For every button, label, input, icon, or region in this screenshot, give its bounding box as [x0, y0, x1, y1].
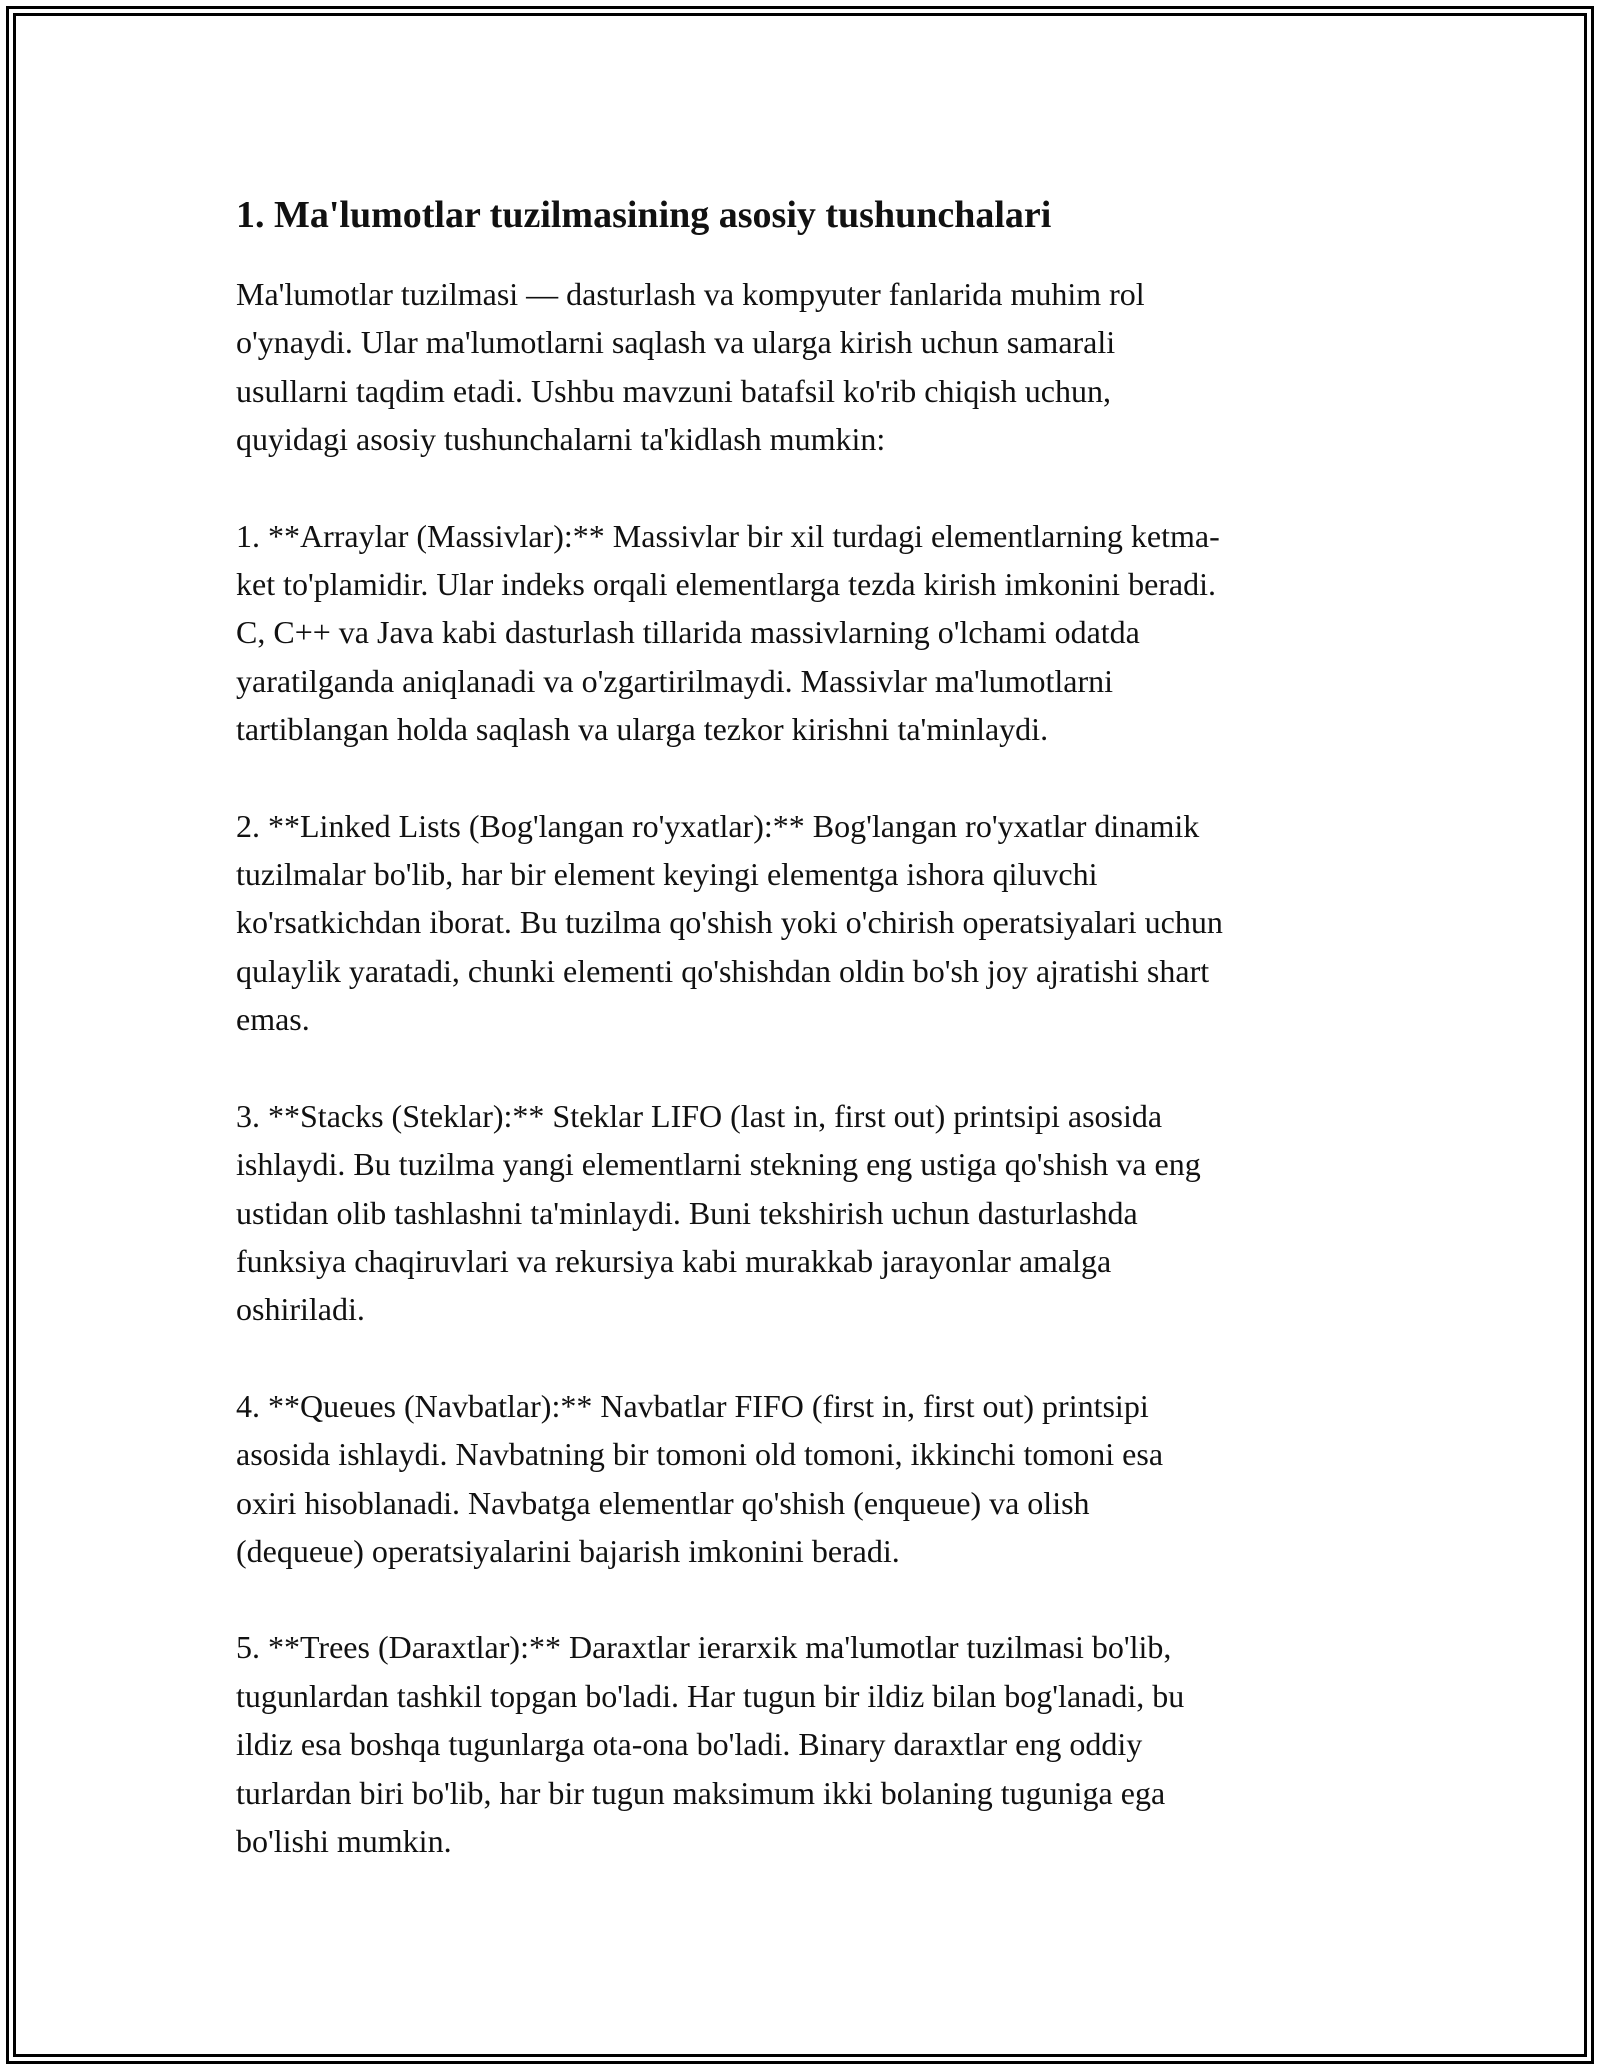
list-item-queues: 4. **Queues (Navbatlar):** Navbatlar FIFO (first in, first out) printsipi asosida ishlaydi. Navbatning bir tomoni old tomoni, ikkinchi tomoni esa oxiri hisoblanadi. Navbatga elementlar qo'shish (enqueue) va olish (dequeue) operatsiyalarini bajarish imkonini beradi. [236, 1387, 1164, 1569]
intro-paragraph: Ma'lumotlar tuzilmasi — dasturlash va kompyuter fanlarida muhim rol o'ynaydi. Ular ma'lumotlarni saqlash va ularga kirish uchun samarali usullarni taqdim etadi. Ushbu mavzuni batafsil ko'rib chiqish uchun, quyidagi asosiy tushunchalarni ta'kidlash mumkin: [236, 276, 1145, 458]
list-item-linked-lists: 2. **Linked Lists (Bog'langan ro'yxatlar):** Bog'langan ro'yxatlar dinamik tuzilmalar bo'lib, har bir element keyingi elementga ishora qiluvchi ko'rsatkichdan iborat. Bu tuzilma qo'shish yoki o'chirish operatsiyalari uchun qulaylik yaratadi, chunki elementi qo'shishdan oldin bo'sh joy ajratishi shart emas. [236, 807, 1223, 1038]
document-body [236, 186, 1386, 1865]
list-item-stacks: 3. **Stacks (Steklar):** Steklar LIFO (last in, first out) printsipi asosida ishlaydi. Bu tuzilma yangi elementlarni stekning eng ustiga qo'shish va eng ustidan olib tashlashni ta'minlaydi. Buni tekshirish uchun dasturlashda funksiya chaqiruvlari va rekursiya kabi murakkab jarayonlar amalga oshiriladi. [236, 1097, 1201, 1328]
list-item-trees: 5. **Trees (Daraxtlar):** Daraxtlar ierarxik ma'lumotlar tuzilmasi bo'lib, tugunlardan tashkil topgan bo'ladi. Har tugun bir ildiz bilan bog'lanadi, bu ildiz esa boshqa tugunlarga ota-ona bo'ladi. Binary daraxtlar eng oddiy turlardan biri bo'lib, har bir tugun maksimum ikki bolaning tuguniga ega bo'lishi mumkin. [236, 1629, 1185, 1859]
section-heading: 1. Ma'lumotlar tuzilmasining asosiy tushunchalari [236, 194, 1052, 236]
list-item-arrays: 1. **Arraylar (Massivlar):** Massivlar bir xil turdagi elementlarning ketma- ket to'plamidir. Ular indeks orqali elementlarga tezda kirish imkonini beradi. C, C++ va Java kabi dasturlash tillarida massivlarning o'lchami odatda yaratilganda aniqlanadi va o'zgartirilmaydi. Massivlar ma'lumotlarni tartiblangan holda saqlash va ularga tezkor kirishni ta'minlaydi. [236, 517, 1220, 748]
